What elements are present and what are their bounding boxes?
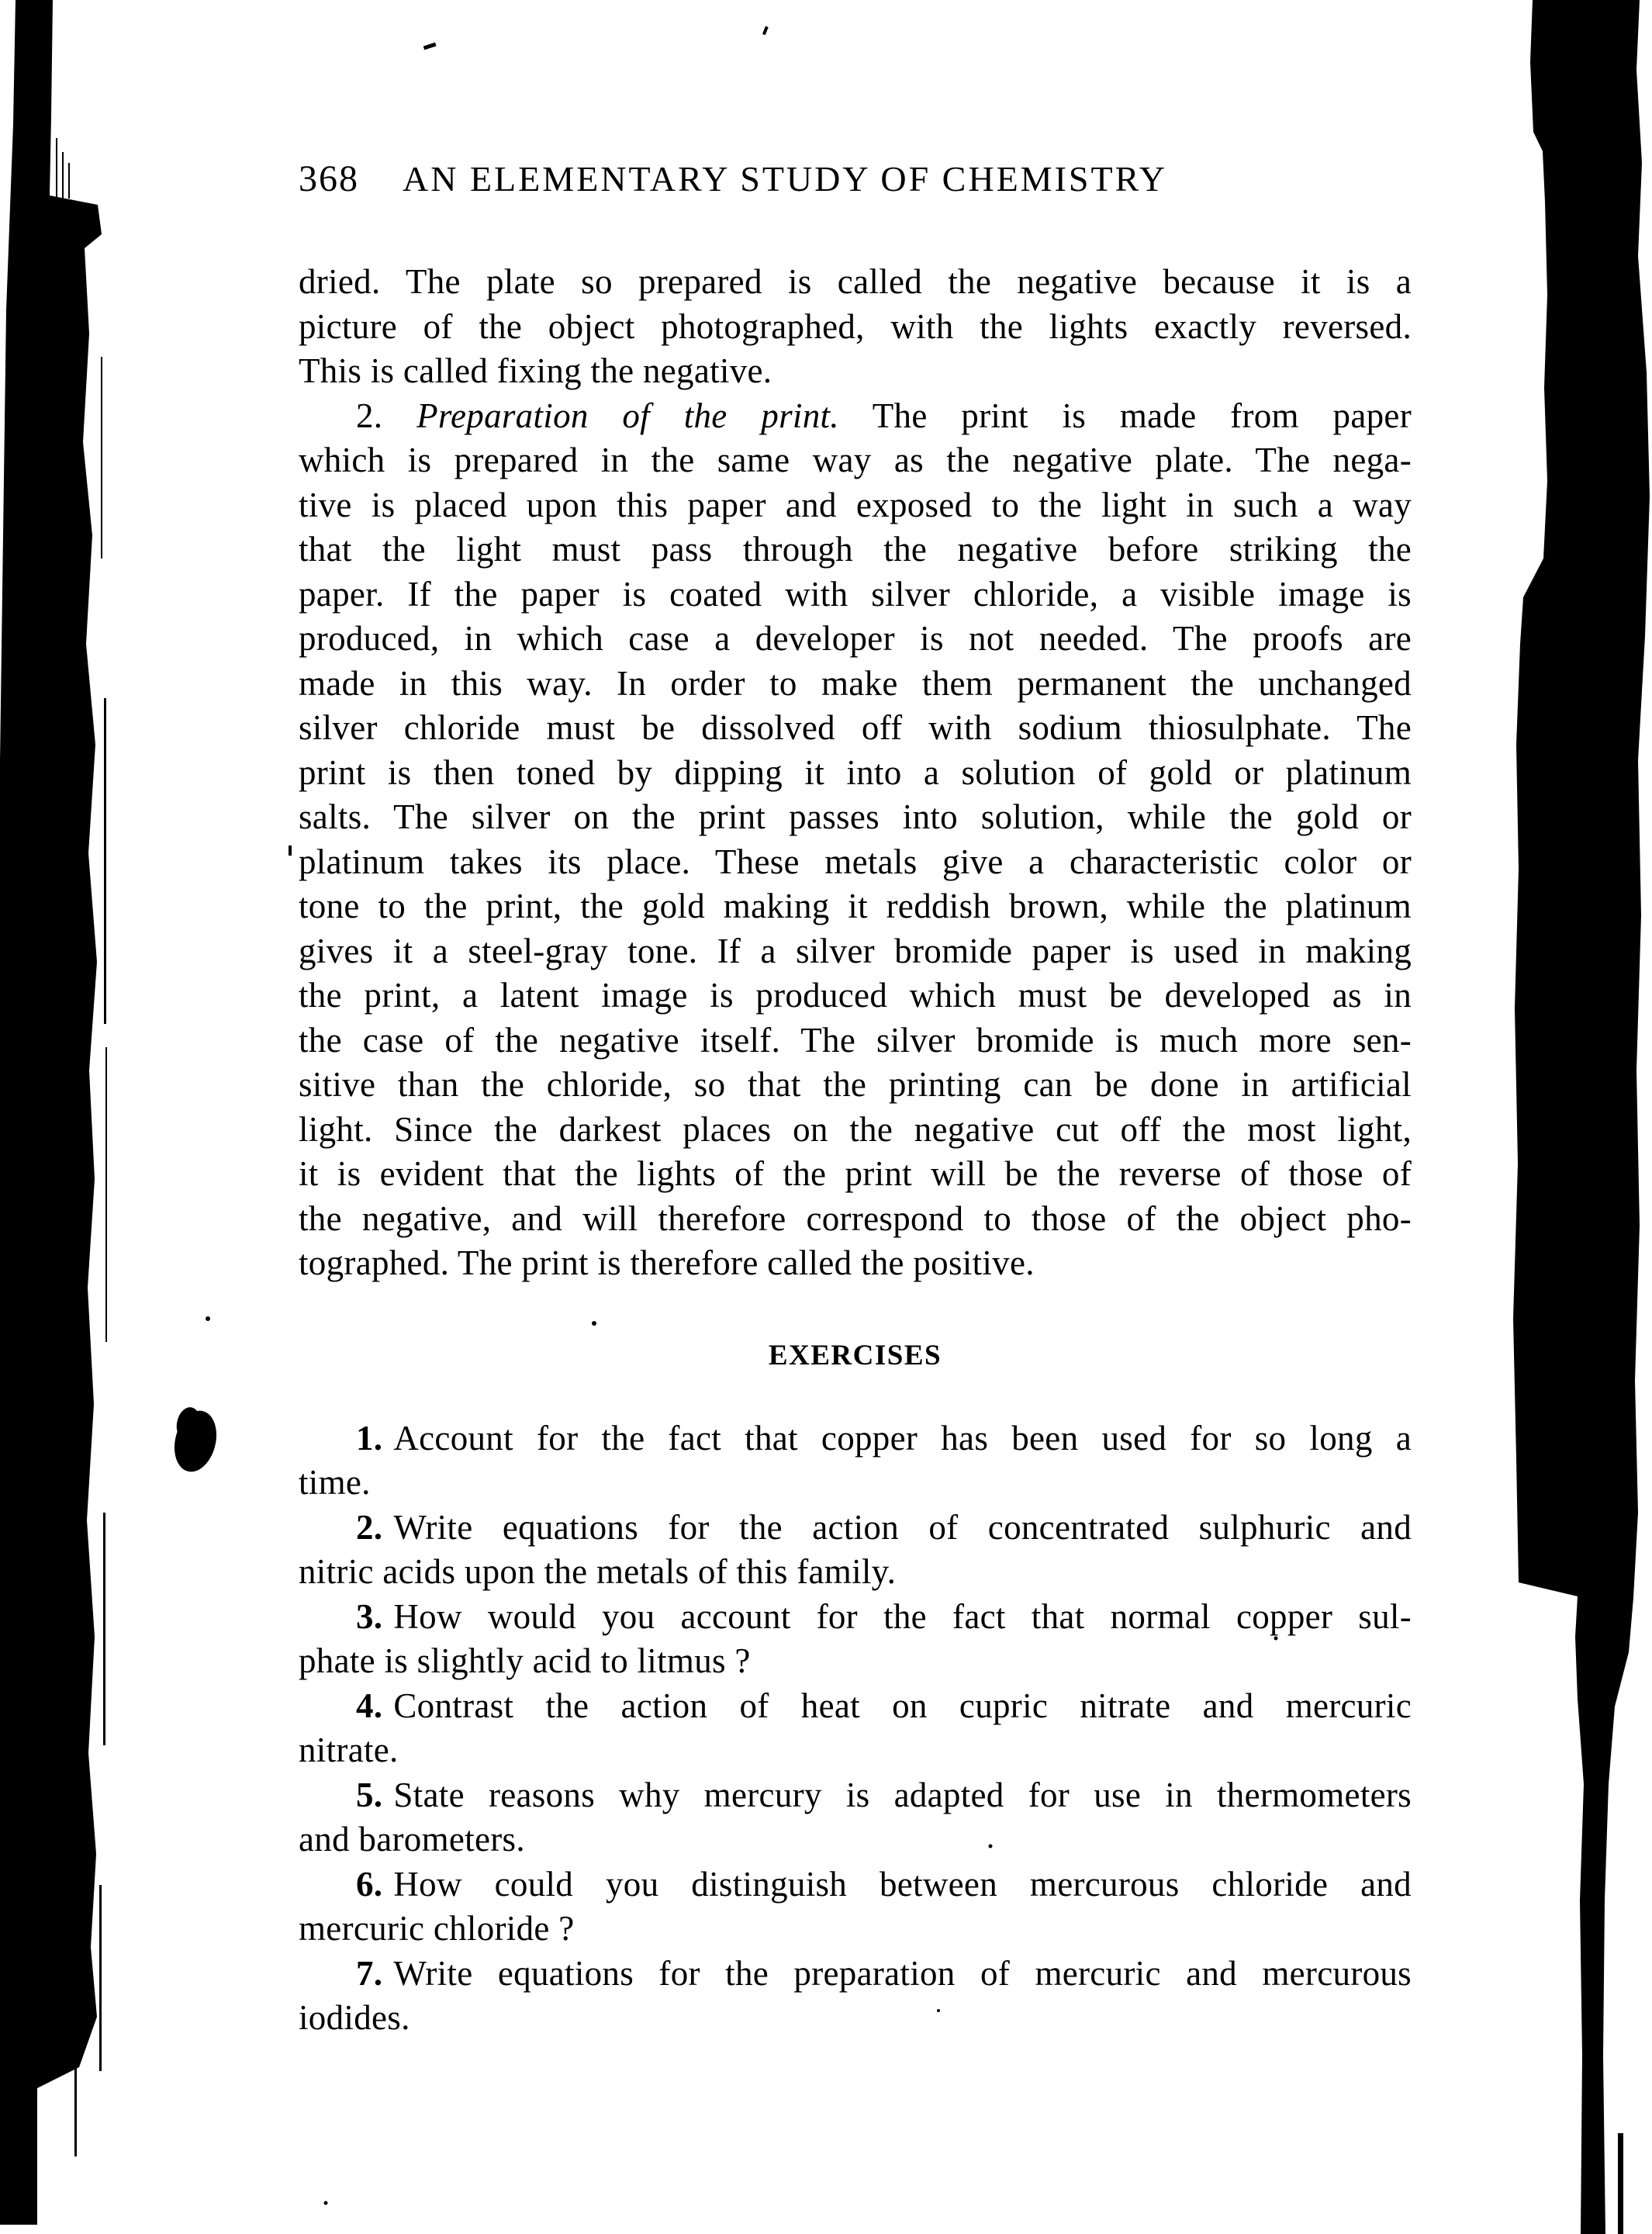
exercise-line: 6. How could you distinguish between mercurous chloride and (356, 1864, 1412, 1904)
body-line: silver chloride must be dissolved off with sodium thiosulphate. The (299, 708, 1412, 747)
exercise-number: 5. (356, 1775, 383, 1814)
body-line: dried. The plate so prepared is called the negative because it is a (299, 262, 1412, 301)
left-band-streak (99, 1885, 102, 2071)
body-line: which is prepared in the same way as the negative plate. The nega- (299, 441, 1412, 479)
exercise-line: iodides. (299, 1998, 410, 2037)
body-line: This is called fixing the negative. (299, 351, 772, 390)
speck (206, 1316, 210, 1321)
exercise-number: 4. (356, 1686, 383, 1725)
page-number: 368 (299, 158, 359, 199)
exercise-line: time. (299, 1463, 371, 1502)
body-line: produced, in which case a developer is not needed. The proofs are (299, 619, 1412, 658)
exercise-line: 7. Write equations for the preparation of mercuric and mercurous (356, 1953, 1412, 1993)
body-line: sitive than the chloride, so that the printing can be done in artificial (299, 1065, 1412, 1104)
exercise-number: 2. (356, 1507, 383, 1547)
exercises-section (299, 1334, 1412, 2041)
speck (423, 43, 437, 50)
body-line: paper. If the paper is coated with silver chloride, a visible image is (299, 574, 1412, 614)
body-line: tographed. The print is therefore called the positive. (299, 1243, 1035, 1282)
ink-blot (168, 1406, 223, 1476)
body-line: gives it a steel-gray tone. If a silver bromide paper is used in making (299, 931, 1412, 970)
body-line: salts. The silver on the print passes into solution, while the gold or (299, 797, 1412, 836)
speck (289, 846, 292, 856)
page-header (299, 157, 1412, 206)
body-line-segment: 2. (356, 396, 417, 435)
body-line: light. Since the darkest places on the negative cut off the most light, (299, 1109, 1412, 1149)
body-line: picture of the object photographed, with the lights exactly reversed. (299, 306, 1412, 346)
body-line-segment: The print is made from paper (838, 396, 1412, 435)
left-band-streak (103, 1513, 105, 1745)
left-binding-shadow-shape (0, 0, 102, 2225)
body-text (299, 260, 1412, 1286)
exercise-line: 2. Write equations for the action of concentrated sulphuric and (356, 1507, 1412, 1547)
ink-blot (174, 1406, 202, 1444)
left-band-streak (56, 138, 57, 200)
left-band-streak (101, 357, 102, 558)
left-band-streak (104, 698, 106, 1024)
left-band-streak (74, 2063, 77, 2156)
page-content (299, 157, 1412, 2041)
left-band-streak (62, 152, 64, 199)
exercise-line: 3. How would you account for the fact that normal copper sul- (356, 1596, 1412, 1636)
body-line: that the light must pass through the negative before striking the (299, 530, 1412, 569)
exercise-line: phate is slightly acid to litmus ? (299, 1641, 751, 1680)
exercise-number: 6. (356, 1864, 383, 1904)
body-line: print is then toned by dipping it into a solution of gold or platinum (299, 752, 1412, 792)
exercises-heading: EXERCISES (768, 1339, 942, 1371)
body-line: tone to the print, the gold making it reddish brown, while the platinum (299, 887, 1412, 925)
body-line-italic-segment: Preparation of the print. (416, 396, 839, 435)
exercise-number: 1. (356, 1418, 383, 1458)
speck (324, 2201, 328, 2205)
exercise-line: nitrate. (299, 1731, 399, 1769)
right-band-streak (1618, 2133, 1623, 2234)
body-line: the case of the negative itself. The silver bromide is much more sen- (299, 1020, 1412, 1060)
exercise-line: 1. Account for the fact that copper has been used for so long a (356, 1418, 1412, 1458)
exercise-number: 3. (356, 1596, 383, 1636)
speck (762, 26, 769, 36)
body-line: it is evident that the lights of the print will be the reverse of those of (299, 1154, 1412, 1193)
exercises-list (299, 1416, 1412, 2041)
exercise-line: nitric acids upon the metals of this family. (299, 1552, 897, 1591)
body-line: tive is placed upon this paper and exposed to the light in such a way (299, 485, 1412, 524)
exercise-number: 7. (356, 1953, 383, 1993)
exercise-line: 4. Contrast the action of heat on cupric nitrate and mercuric (356, 1686, 1412, 1725)
exercise-line: mercuric chloride ? (299, 1909, 575, 1948)
body-line: made in this way. In order to make them permanent the unchanged (299, 663, 1412, 703)
exercise-line: and barometers. (299, 1820, 525, 1859)
exercise-line: 5. State reasons why mercury is adapted for use in thermometers (356, 1775, 1412, 1814)
left-band-streak (105, 1047, 107, 1342)
left-band-streak (68, 163, 70, 199)
running-title: AN ELEMENTARY STUDY OF CHEMISTRY (403, 159, 1167, 199)
body-line: the negative, and will therefore correspond to those of the object pho- (299, 1198, 1412, 1238)
right-binding-shadow-shape (1513, 0, 1650, 2234)
body-line (299, 394, 1412, 439)
body-line: platinum takes its place. These metals give a characteristic color or (299, 842, 1412, 881)
body-line: the print, a latent image is produced which must be developed as in (299, 976, 1412, 1015)
